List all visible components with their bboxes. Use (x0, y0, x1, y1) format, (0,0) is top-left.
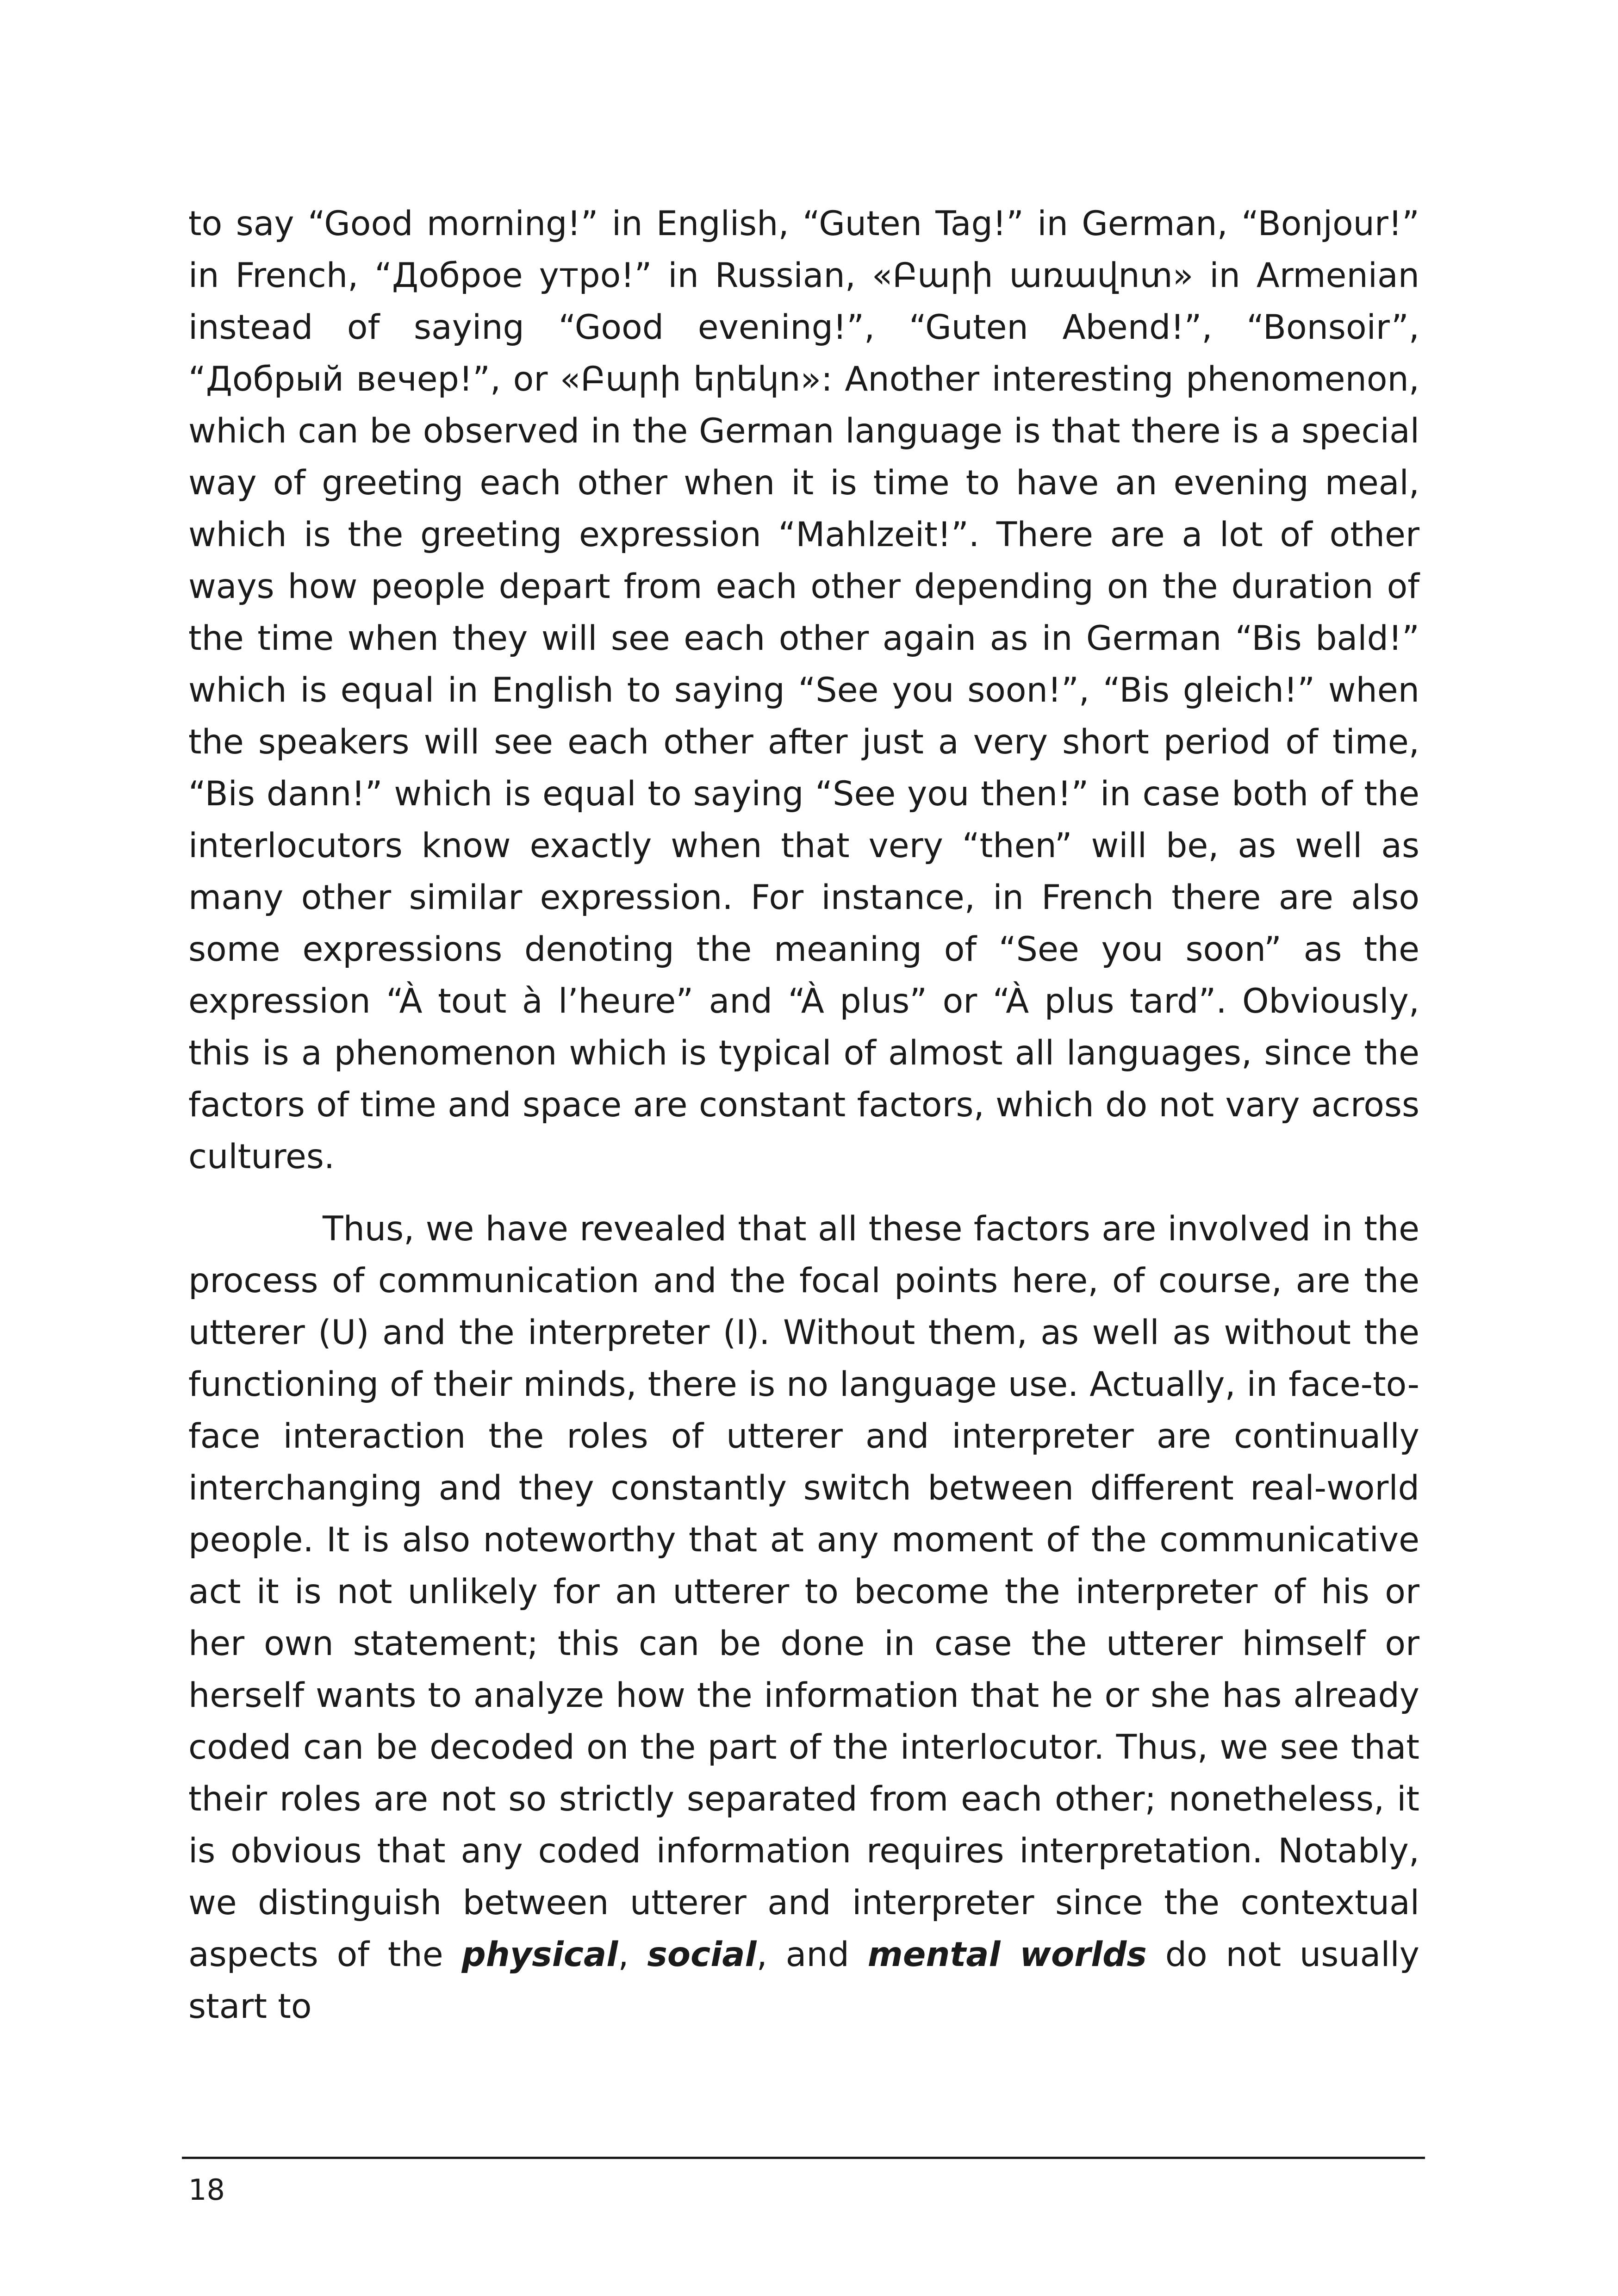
separator: , (618, 1935, 647, 1974)
term-physical: physical (461, 1935, 618, 1974)
paragraph-communication-text: Thus, we have revealed that all these factors are involved in the process of communication and the focal points here, of course, are the utterer (U) and the interpreter (I). Without them, as well as without the functioning of their minds, there is no language use. Actually, in face-to-face interaction the roles of utterer and interpreter are continually interchanging and they constantly switch between different real-world people. It is also noteworthy that at any moment of the communicative act it is not unlikely for an utterer to become the interpreter of his or her own statement; this can be done in case the utterer himself or herself wants to analyze how the information that he or she has already coded can be decoded on the part of the interlocutor. Thus, we see that their roles are not so strictly separated from each other; nonetheless, it is obvious that any coded information requires interpretation. Notably, we distinguish between utterer and interpreter since the contextual aspects of the (188, 1209, 1419, 1974)
paragraph-communication (188, 1203, 1419, 2033)
paragraph-greetings: to say “Good morning!” in English, “Guten Tag!” in German, “Bonjour!” in French, “Доброе утро!” in Russian, «Բարի առավոտ» in Armenian instead of saying “Good evening!”, “Guten Abend!”, “Bonsoir”, “Добрый вечер!”, or «Բարի երեկո»: Another interesting phenomenon, which can be observed in the German language is that there is a special way of greeting each other when it is time to have an evening meal, which is the greeting expression “Mahlzeit!”. There are a lot of other ways how people depart from each other depending on the duration of the time when they will see each other again as in German “Bis bald!” which is equal in English to saying “See you soon!”, “Bis gleich!” when the speakers will see each other after just a very short period of time, “Bis dann!” which is equal to saying “See you then!” in case both of the interlocutors know exactly when that very “then” will be, as well as many other similar expression. For instance, in French there are also some expressions denoting the meaning of “See you soon” as the expression “À tout à l’heure” and “À plus” or “À plus tard”. Obviously, this is a phenomenon which is typical of almost all languages, since the factors of time and space are constant factors, which do not vary across cultures. (188, 204, 1419, 1176)
term-mental-worlds: mental worlds (867, 1935, 1147, 1974)
term-social: social (647, 1935, 757, 1974)
separator: , and (756, 1935, 868, 1974)
footer-rule (182, 2157, 1425, 2159)
page-number: 18 (188, 2173, 225, 2207)
page-body (188, 198, 1419, 2033)
paragraph-communication-tail: do not usually start to (188, 1935, 1419, 2026)
